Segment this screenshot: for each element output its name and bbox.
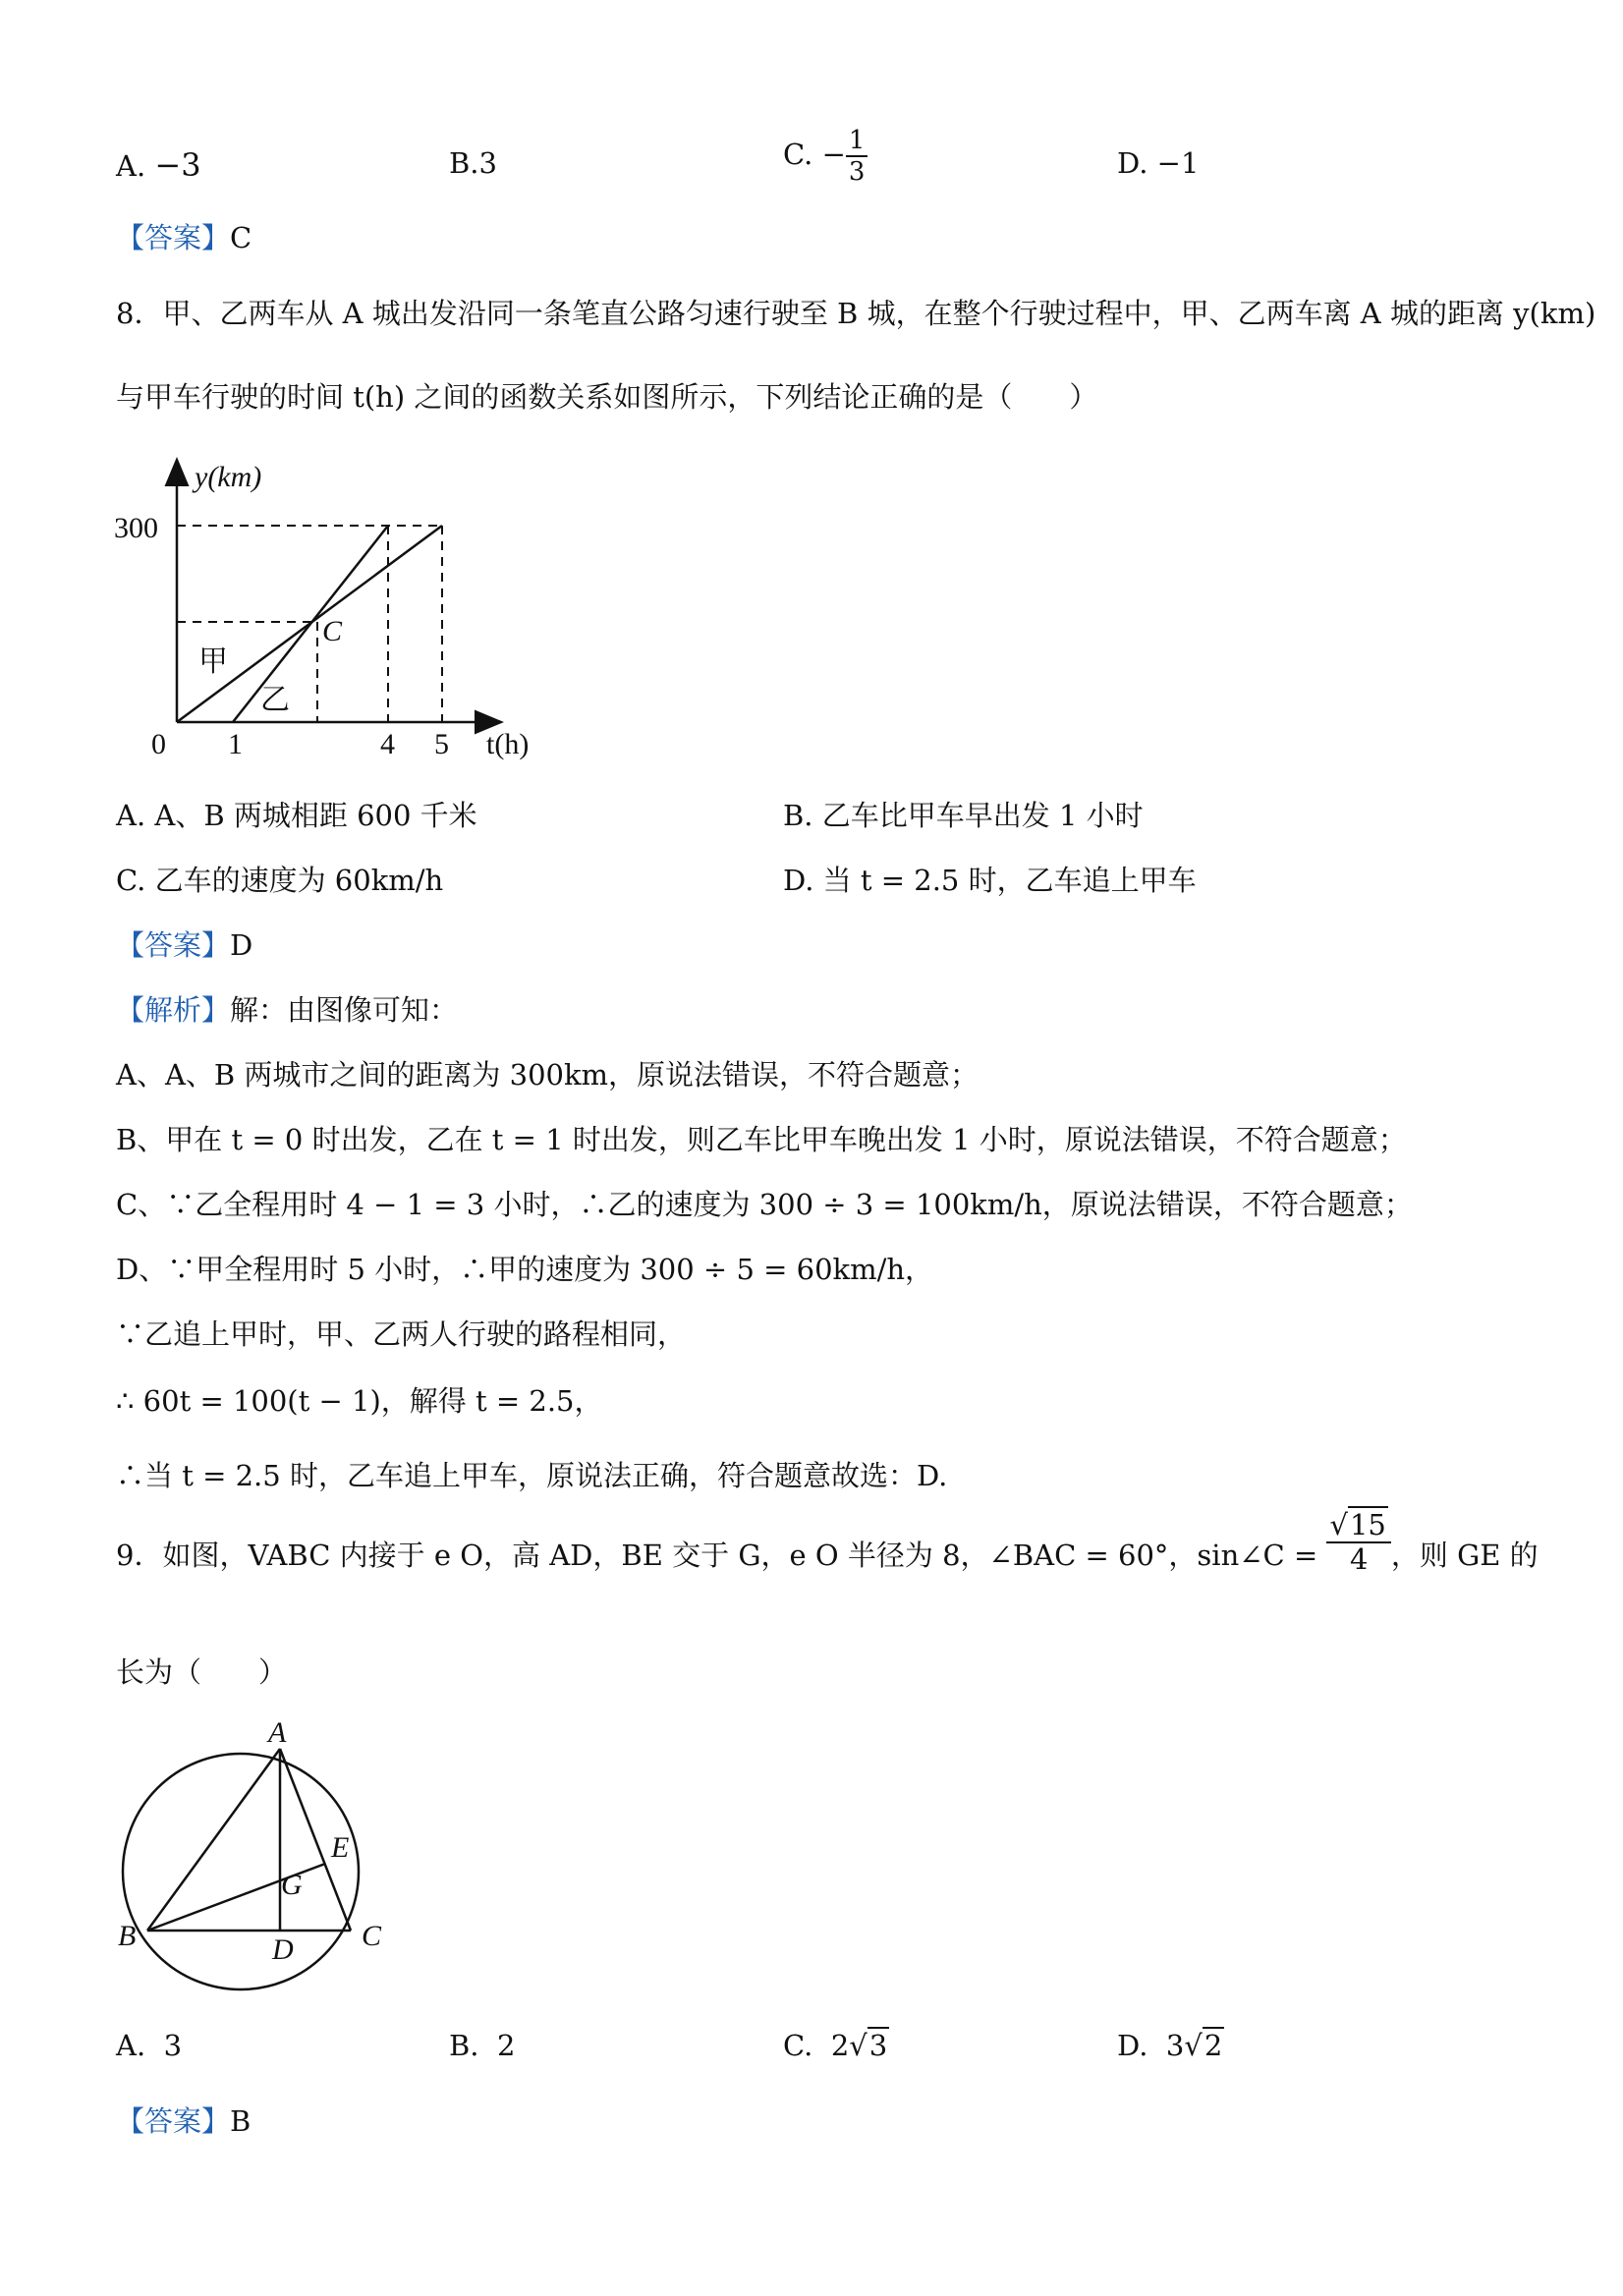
label-c: C — [362, 1920, 382, 1952]
x-tick-1: 1 — [228, 728, 243, 760]
q8-stem-line2: 与甲车行驶的时间 t(h) 之间的函数关系如图所示，下列结论正确的是（ ） — [116, 380, 1098, 414]
y-tick-300: 300 — [114, 512, 158, 544]
yi-label: 乙 — [260, 684, 290, 716]
q7-option-c: C. − $\frac{1}{3}$ — [783, 128, 867, 185]
label-b: B — [118, 1920, 137, 1952]
label-e: E — [331, 1831, 350, 1864]
q8-analysis-line-7: ∴ 60t = 100(t − 1)，解得 t = 2.5， — [116, 1384, 603, 1418]
x-tick-5: 5 — [434, 728, 449, 760]
q8-stem-line1: 8．甲、乙两车从 A 城出发沿同一条笔直公路匀速行驶至 B 城，在整个行驶过程中，甲、乙两车离 A 城的距离 y(km) — [116, 297, 1596, 330]
q7-answer: 【答案】C — [116, 221, 252, 254]
q8-analysis-line-3: B、甲在 t = 0 时出发，乙在 t = 1 时出发，则乙车比甲车晚出发 1 小时，原说法错误，不符合题意； — [116, 1123, 1407, 1156]
circle-o — [123, 1754, 359, 1989]
origin-label: 0 — [151, 728, 166, 760]
label-g: G — [281, 1869, 303, 1901]
line-yi — [233, 526, 388, 722]
q8-analysis-line-1: 【解析】解：由图像可知： — [116, 993, 459, 1027]
q9-option-c: C. 2√3 — [783, 2029, 888, 2062]
q8-analysis-line-4: C、∵乙全程用时 4 − 1 = 3 小时，∴乙的速度为 300 ÷ 3 = 100km/h，原说法错误，不符合题意； — [116, 1188, 1413, 1221]
x-axis-label: t(h) — [486, 728, 530, 760]
q9-circle-figure — [108, 1709, 422, 1994]
q8-option-d: D. 当 t = 2.5 时，乙车追上甲车 — [783, 864, 1197, 897]
q7-option-d: D. −1 — [1117, 146, 1200, 180]
x-tick-4: 4 — [380, 728, 395, 760]
q8-option-a: A. A、B 两城相距 600 千米 — [116, 799, 477, 832]
q8-analysis-line-8: ∴当 t = 2.5 时，乙车追上甲车，原说法正确，符合题意故选：D. — [116, 1459, 948, 1492]
q9-option-b: B. 2 — [449, 2029, 516, 2062]
q8-distance-time-graph — [108, 452, 560, 766]
q8-answer: 【答案】D — [116, 928, 253, 962]
q8-analysis-line-6: ∵乙追上甲时，甲、乙两人行驶的路程相同， — [116, 1317, 687, 1351]
point-c-label: C — [322, 615, 343, 647]
answer-tag: 【答案】 — [116, 928, 231, 962]
answer-tag: 【答案】 — [116, 2104, 231, 2138]
q8-option-c: C. 乙车的速度为 60km/h — [116, 864, 444, 897]
q9-answer: 【答案】B — [116, 2104, 252, 2138]
q7-option-b: B.3 — [449, 146, 497, 180]
q7-option-a: A. −3 — [116, 146, 201, 184]
answer-tag: 【答案】 — [116, 221, 231, 254]
q8-analysis-line-5: D、∵甲全程用时 5 小时，∴甲的速度为 300 ÷ 5 = 60km/h， — [116, 1253, 934, 1286]
q9-option-d: D. 3√2 — [1117, 2029, 1223, 2062]
side-ab — [147, 1749, 280, 1931]
q8-analysis-line-2: A、A、B 两城市之间的距离为 300km，原说法错误，不符合题意； — [116, 1058, 979, 1092]
jia-label: 甲 — [198, 645, 228, 678]
analysis-tag: 【解析】 — [116, 993, 231, 1027]
label-d: D — [272, 1933, 294, 1966]
q8-option-b: B. 乙车比甲车早出发 1 小时 — [783, 799, 1144, 832]
label-a: A — [268, 1716, 287, 1749]
y-axis-label: y(km) — [195, 461, 262, 493]
q9-stem-line2: 长为（ ） — [116, 1655, 288, 1689]
q9-stem-line1: 9．如图，VABC 内接于 e O，高 AD，BE 交于 G，e O 半径为 8，∠BAC = 60°，sin∠C = $\frac{√15}{4}$ ，则 GE 的 — [116, 1508, 1539, 1576]
q9-option-a: A. 3 — [116, 2029, 183, 2062]
